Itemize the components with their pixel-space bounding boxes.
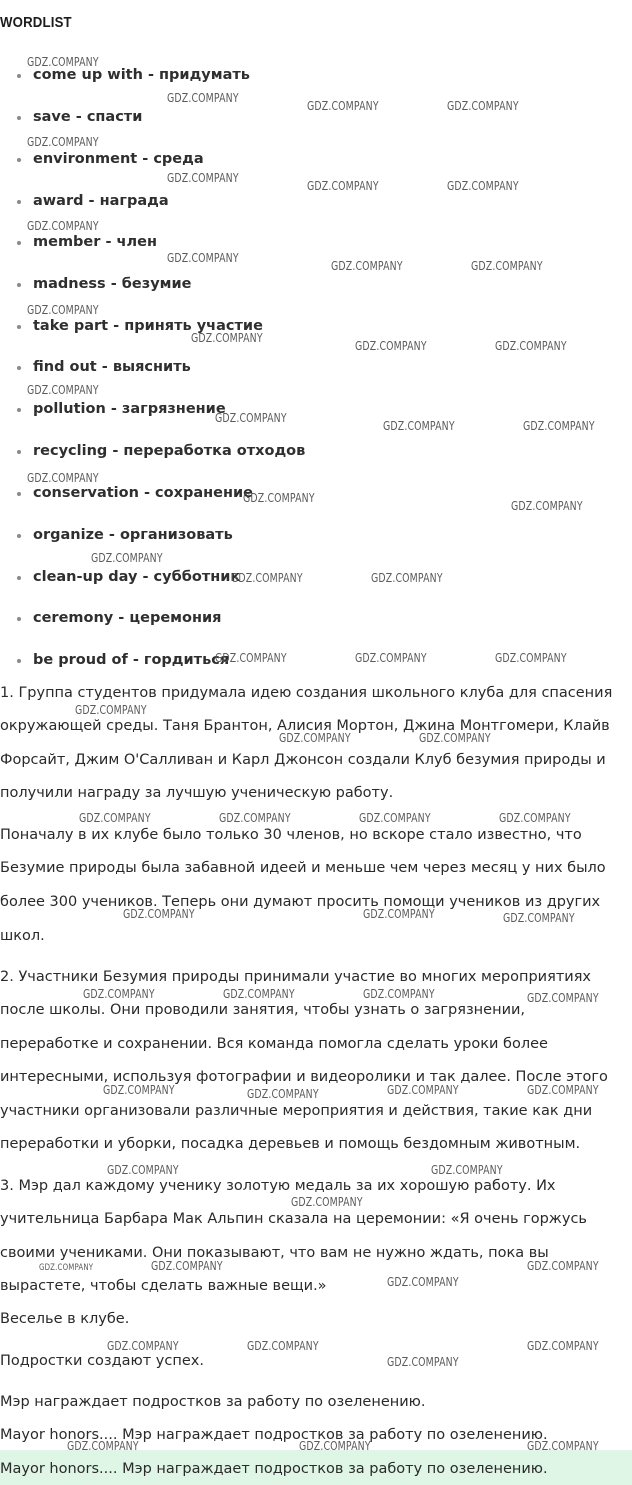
watermark: GDZ.COMPANY: [363, 987, 435, 1001]
text-line: Мэр награждает подростков за работу по озеленению.: [0, 1394, 426, 1410]
watermark: GDZ.COMPANY: [167, 91, 239, 105]
watermark: GDZ.COMPANY: [215, 411, 287, 425]
bullet-icon: [17, 325, 21, 329]
watermark: GDZ.COMPANY: [151, 1259, 223, 1273]
watermark: GDZ.COMPANY: [79, 811, 151, 825]
watermark: GDZ.COMPANY: [447, 179, 519, 193]
bullet-icon: [17, 408, 21, 412]
text-line: окружающей среды. Таня Брантон, Алисия Мортон, Джина Монтгомери, Клайв: [0, 718, 610, 734]
watermark: GDZ.COMPANY: [387, 1355, 459, 1369]
bullet-icon: [17, 200, 21, 204]
watermark: GDZ.COMPANY: [27, 303, 99, 317]
text-line: 2. Участники Безумия природы принимали участие во многих мероприятиях: [0, 969, 591, 985]
watermark: GDZ.COMPANY: [419, 731, 491, 745]
text-line: своими учениками. Они показывают, что вам не нужно ждать, пока вы: [0, 1245, 549, 1261]
bullet-icon: [17, 450, 21, 454]
text-line: Mayor honors.... Мэр награждает подростков за работу по озеленению.: [0, 1427, 548, 1443]
watermark: GDZ.COMPANY: [27, 135, 99, 149]
watermark: GDZ.COMPANY: [363, 907, 435, 921]
watermark: GDZ.COMPANY: [91, 551, 163, 565]
watermark: GDZ.COMPANY: [103, 1083, 175, 1097]
watermark: GDZ.COMPANY: [107, 1339, 179, 1353]
text-line: вырастете, чтобы сделать важные вещи.»: [0, 1278, 327, 1294]
watermark: GDZ.COMPANY: [39, 1263, 94, 1273]
text-line: участники организовали различные мероприятия и действия, такие как дни: [0, 1103, 593, 1119]
text-line-highlighted: Mayor honors.... Мэр награждает подростков за работу по озеленению.: [0, 1461, 548, 1477]
watermark: GDZ.COMPANY: [495, 339, 567, 353]
watermark: GDZ.COMPANY: [247, 1339, 319, 1353]
text-line: учительница Барбара Мак Альпин сказала на церемонии: «Я очень горжусь: [0, 1211, 587, 1227]
watermark: GDZ.COMPANY: [279, 731, 351, 745]
text-line: Подростки создают успех.: [0, 1353, 204, 1369]
watermark: GDZ.COMPANY: [75, 703, 147, 717]
watermark: GDZ.COMPANY: [67, 1439, 139, 1453]
text-line: 3. Мэр дал каждому ученику золотую медаль за их хорошую работу. Их: [0, 1178, 556, 1194]
bullet-icon: [17, 659, 21, 663]
bullet-icon: [17, 283, 21, 287]
watermark: GDZ.COMPANY: [27, 471, 99, 485]
watermark: GDZ.COMPANY: [447, 99, 519, 113]
page-title: WORDLIST: [0, 14, 72, 31]
watermark: GDZ.COMPANY: [495, 651, 567, 665]
watermark: GDZ.COMPANY: [511, 499, 583, 513]
bullet-icon: [17, 116, 21, 120]
watermark: GDZ.COMPANY: [527, 1339, 599, 1353]
watermark: GDZ.COMPANY: [499, 811, 571, 825]
watermark: GDZ.COMPANY: [215, 651, 287, 665]
text-line: Веселье в клубе.: [0, 1311, 130, 1327]
watermark: GDZ.COMPANY: [355, 651, 427, 665]
watermark: GDZ.COMPANY: [223, 987, 295, 1001]
bullet-icon: [17, 617, 21, 621]
watermark: GDZ.COMPANY: [27, 55, 99, 69]
watermark: GDZ.COMPANY: [167, 251, 239, 265]
watermark: GDZ.COMPANY: [167, 171, 239, 185]
watermark: GDZ.COMPANY: [471, 259, 543, 273]
text-line: интересными, используя фотографии и видеоролики и так далее. После этого: [0, 1069, 608, 1085]
watermark: GDZ.COMPANY: [431, 1163, 503, 1177]
watermark: GDZ.COMPANY: [359, 811, 431, 825]
watermark: GDZ.COMPANY: [371, 571, 443, 585]
text-line: более 300 учеников. Теперь они думают просить помощи учеников из других: [0, 894, 601, 910]
watermark: GDZ.COMPANY: [355, 339, 427, 353]
text-line: получили награду за лучшую ученическую работу.: [0, 785, 394, 801]
watermark: GDZ.COMPANY: [123, 907, 195, 921]
watermark: GDZ.COMPANY: [331, 259, 403, 273]
watermark: GDZ.COMPANY: [83, 987, 155, 1001]
watermark: GDZ.COMPANY: [503, 911, 575, 925]
bullet-icon: [17, 366, 21, 370]
watermark: GDZ.COMPANY: [383, 419, 455, 433]
watermark: GDZ.COMPANY: [243, 491, 315, 505]
text-line: переработке и сохранении. Вся команда помогла сделать уроки более: [0, 1036, 548, 1052]
text-line: переработки и уборки, посадка деревьев и помощь бездомным животным.: [0, 1136, 581, 1152]
bullet-icon: [17, 241, 21, 245]
bullet-icon: [17, 534, 21, 538]
text-line: Безумие природы была забавной идеей и меньше чем через месяц у них было: [0, 860, 606, 876]
text-line: Поначалу в их клубе было только 30 членов, но вскоре стало известно, что: [0, 827, 582, 843]
watermark: GDZ.COMPANY: [219, 811, 291, 825]
watermark: GDZ.COMPANY: [307, 179, 379, 193]
watermark: GDZ.COMPANY: [307, 99, 379, 113]
watermark: GDZ.COMPANY: [387, 1083, 459, 1097]
text-line: школ.: [0, 928, 45, 944]
bullet-icon: [17, 576, 21, 580]
bullet-icon: [17, 74, 21, 78]
bullet-icon: [17, 492, 21, 496]
watermark: GDZ.COMPANY: [231, 571, 303, 585]
watermark: GDZ.COMPANY: [523, 419, 595, 433]
bullet-icon: [17, 158, 21, 162]
text-line: Форсайт, Джим О'Салливан и Карл Джонсон создали Клуб безумия природы и: [0, 752, 606, 768]
watermark: GDZ.COMPANY: [527, 1259, 599, 1273]
text-line: после школы. Они проводили занятия, чтобы узнать о загрязнении,: [0, 1002, 526, 1018]
watermark: GDZ.COMPANY: [191, 331, 263, 345]
watermark: GDZ.COMPANY: [27, 383, 99, 397]
watermark: GDZ.COMPANY: [291, 1195, 363, 1209]
watermark: GDZ.COMPANY: [387, 1275, 459, 1289]
watermark: GDZ.COMPANY: [527, 1439, 599, 1453]
watermark: GDZ.COMPANY: [527, 1083, 599, 1097]
watermark: GDZ.COMPANY: [299, 1439, 371, 1453]
watermark: GDZ.COMPANY: [27, 219, 99, 233]
watermark: GDZ.COMPANY: [527, 991, 599, 1005]
text-line: 1. Группа студентов придумала идею создания школьного клуба для спасения: [0, 685, 613, 701]
watermark: GDZ.COMPANY: [107, 1163, 179, 1177]
watermark: GDZ.COMPANY: [247, 1087, 319, 1101]
